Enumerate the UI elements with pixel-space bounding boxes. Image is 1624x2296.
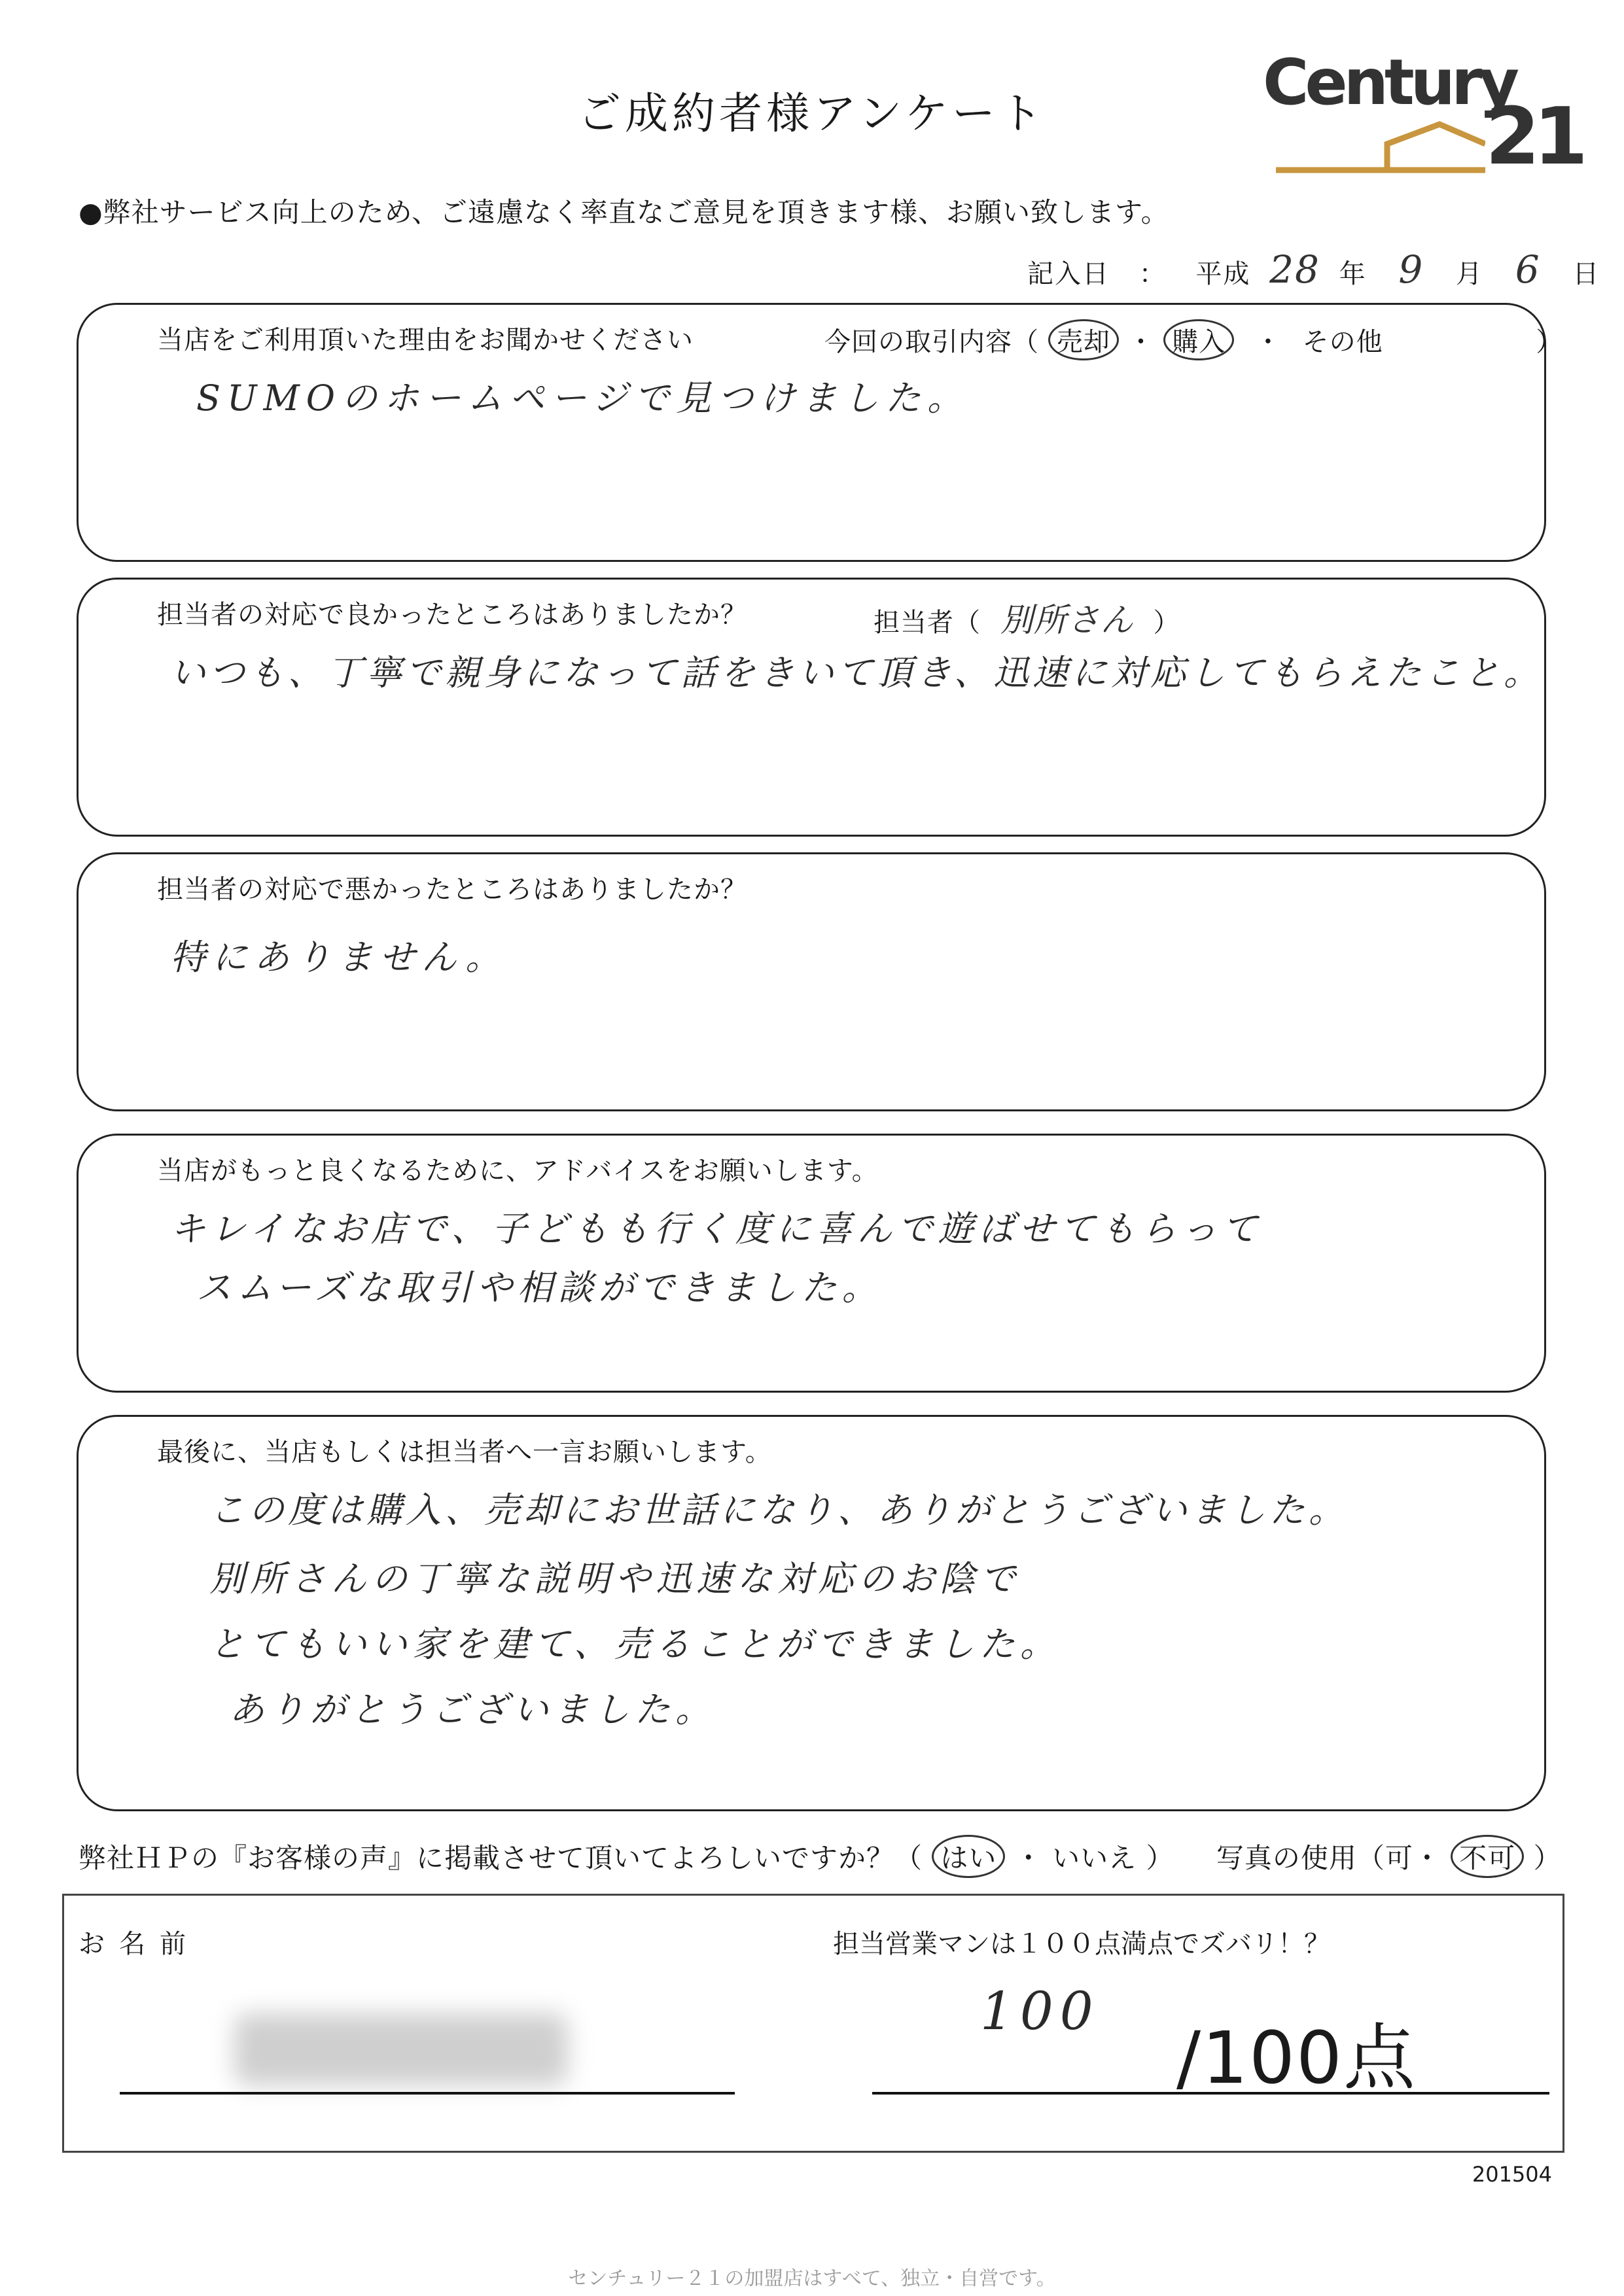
consent-close: ） bbox=[1146, 1842, 1174, 1874]
date-label: 記入日 bbox=[1027, 259, 1110, 289]
form-title: ご成約者様アンケート bbox=[577, 88, 1047, 139]
deal-option-other: その他 bbox=[1302, 327, 1383, 357]
date-month-unit: 月 bbox=[1456, 259, 1484, 289]
date-year-unit: 年 bbox=[1339, 259, 1367, 289]
logo-number: 21 bbox=[1485, 92, 1581, 183]
q2-answer: いつも、丁寧で親身になって話をきいて頂き、迅速に対応してもらえたこと。 bbox=[170, 652, 1543, 693]
score-question: 担当営業マンは１００点満点でズバリ！？ bbox=[833, 1929, 1330, 1959]
q3-question: 担当者の対応で悪かったところはありましたか？ bbox=[157, 875, 747, 905]
staff-close: ） bbox=[1153, 608, 1180, 638]
q4-box bbox=[77, 1134, 1546, 1393]
staff-field bbox=[874, 594, 1180, 641]
photo-use-no: 不可 bbox=[1451, 1835, 1524, 1878]
footer-note: センチュリー２１の加盟店はすべて、独立・自営です。 bbox=[568, 2267, 1056, 2290]
deal-option-sell: 売却 bbox=[1048, 319, 1119, 360]
name-underline bbox=[120, 2092, 735, 2095]
score-total: /100点 bbox=[1176, 2016, 1417, 2100]
q5-answer-line-2: 別所さんの丁寧な説明や迅速な対応のお陰で bbox=[209, 1558, 1021, 1599]
q5-answer-line-4: ありがとうございました。 bbox=[229, 1689, 716, 1730]
form-code: 201504 bbox=[1472, 2162, 1552, 2187]
q1-question: 当店をご利用頂いた理由をお聞かせください bbox=[157, 325, 694, 355]
deal-label: 今回の取引内容（ bbox=[824, 327, 1039, 357]
intro-text: ●弊社サービス向上のため、ご遠慮なく率直なご意見を頂きます様、お願い致します。 bbox=[79, 196, 1169, 228]
q5-answer-line-3: とてもいい家を建て、売ることができました。 bbox=[209, 1624, 1061, 1665]
house-roof-icon bbox=[1276, 118, 1485, 177]
redacted-name bbox=[234, 2013, 568, 2085]
date-era: 平成 bbox=[1195, 259, 1251, 289]
score-value: 100 bbox=[980, 1981, 1100, 2042]
name-label: お名前 bbox=[79, 1929, 200, 1959]
q3-answer: 特にありません。 bbox=[170, 937, 508, 978]
staff-label: 担当者（ bbox=[874, 608, 981, 638]
publish-consent bbox=[79, 1835, 1562, 1878]
name-score-box bbox=[62, 1894, 1564, 2153]
date-sep: ： bbox=[1139, 259, 1167, 289]
date-month: 9 bbox=[1398, 247, 1424, 292]
entry-date bbox=[1027, 247, 1600, 292]
consent-question: 弊社ＨＰの『お客様の声』に掲載させて頂いてよろしいですか？（ bbox=[79, 1842, 923, 1874]
q2-question: 担当者の対応で良かったところはありましたか？ bbox=[157, 600, 747, 630]
q4-question: 当店がもっと良くなるために、アドバイスをお願いします。 bbox=[157, 1156, 879, 1186]
date-day-unit: 日 bbox=[1572, 259, 1600, 289]
q4-answer-line-2: スムーズな取引や相談ができました。 bbox=[196, 1267, 883, 1308]
deal-close: ） bbox=[1536, 327, 1563, 357]
century21-logo bbox=[1263, 46, 1581, 183]
photo-use-close: ） bbox=[1533, 1842, 1562, 1874]
deal-dot-1: ・ bbox=[1127, 327, 1155, 357]
consent-dot: ・ bbox=[1014, 1842, 1043, 1874]
q4-answer-line-1: キレイなお店で、子どもも行く度に喜んで遊ばせてもらって bbox=[170, 1208, 1263, 1249]
date-day: 6 bbox=[1515, 247, 1541, 292]
date-year: 28 bbox=[1269, 247, 1320, 292]
q1-box bbox=[77, 303, 1563, 562]
deal-dot-2: ・ bbox=[1254, 327, 1282, 357]
q1-answer: SUMOのホームページで見つけました。 bbox=[196, 377, 969, 419]
q5-box bbox=[77, 1415, 1546, 1811]
deal-type bbox=[824, 319, 1562, 360]
q5-question: 最後に、当店もしくは担当者へ一言お願いします。 bbox=[157, 1437, 772, 1467]
consent-no: いいえ bbox=[1052, 1842, 1137, 1874]
logo-word: Century bbox=[1263, 46, 1516, 119]
q3-box bbox=[77, 852, 1546, 1111]
deal-option-buy: 購入 bbox=[1163, 319, 1234, 360]
q2-box bbox=[77, 578, 1546, 837]
q5-answer-line-1: この度は購入、売却にお世話になり、ありがとうございました。 bbox=[209, 1489, 1348, 1531]
staff-name: 別所さん bbox=[1000, 601, 1134, 639]
photo-use-label: 写真の使用（可・ bbox=[1216, 1842, 1441, 1874]
score-underline bbox=[872, 2092, 1549, 2095]
consent-yes: はい bbox=[932, 1835, 1005, 1878]
